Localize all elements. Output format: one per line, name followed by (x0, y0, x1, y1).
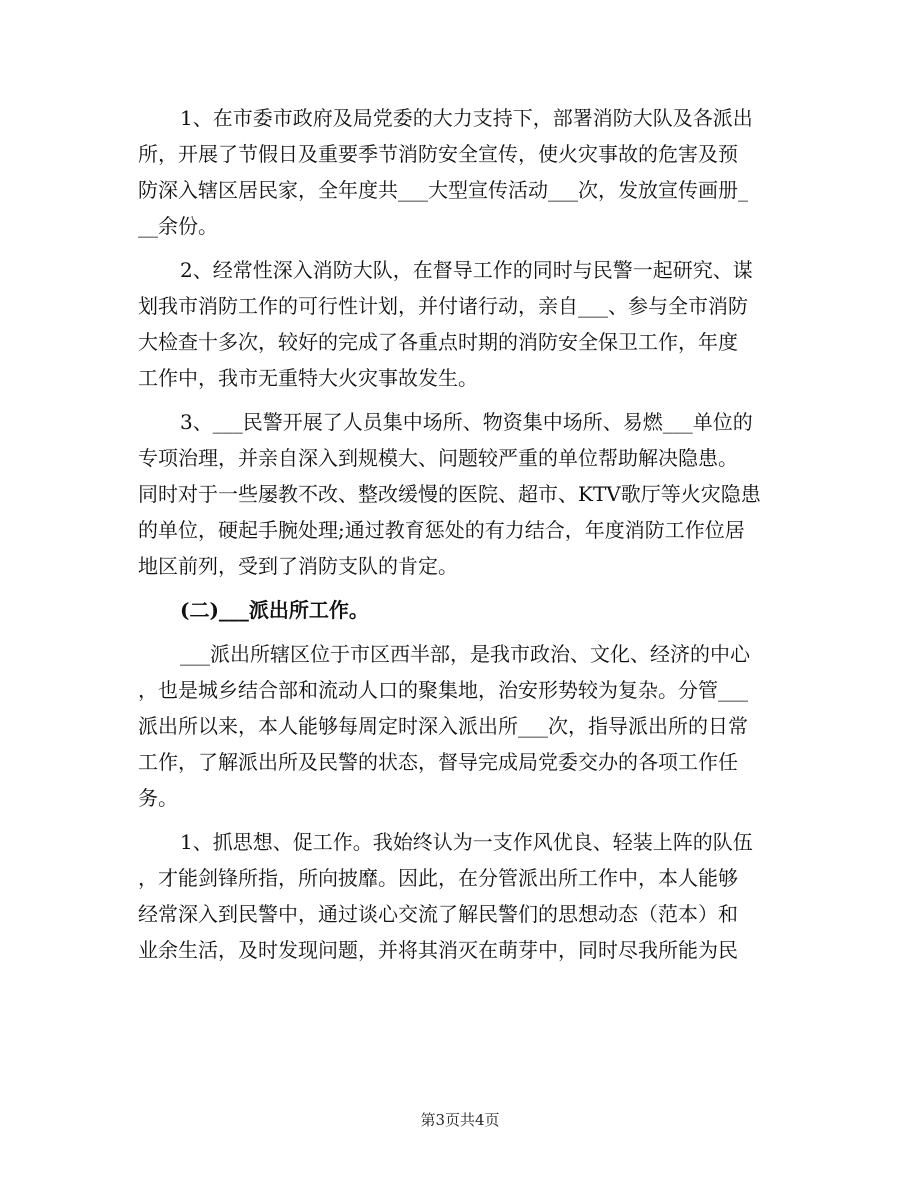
text-line: 工作中，我市无重特大火灾事故发生。 (138, 366, 478, 390)
text-line: ，也是城乡结合部和流动人口的聚集地，治安形势较为复杂。分管___ (138, 678, 748, 702)
paragraph-3 (138, 404, 778, 584)
text-line: 地区前列，受到了消防支队的肯定。 (138, 554, 458, 578)
text-line: 2、经常性深入消防大队，在督导工作的同时与民警一起研究、谋 (180, 258, 753, 282)
document-body (138, 100, 778, 968)
paragraph-5 (138, 824, 778, 968)
section-heading-text: (二)___派出所工作。 (180, 598, 369, 622)
text-line: 防深入辖区居民家，全年度共___大型宣传活动___次，发放宣传画册_ (138, 178, 748, 202)
text-line: ___派出所辖区位于市区西半部，是我市政治、文化、经济的中心 (180, 642, 750, 666)
text-line: 1、在市委市政府及局党委的大力支持下，部署消防大队及各派出 (180, 106, 753, 130)
text-line: __余份。 (138, 214, 218, 238)
text-line: 同时对于一些屡教不改、整改缓慢的医院、超市、KTV歌厅等火灾隐患 (138, 482, 761, 506)
text-line: 所，开展了节假日及重要季节消防安全宣传，使火灾事故的危害及预 (138, 142, 738, 166)
text-line: 3、___民警开展了人员集中场所、物资集中场所、易燃___单位的 (180, 410, 753, 434)
text-line: 经常深入到民警中，通过谈心交流了解民警们的思想动态（范本）和 (138, 902, 738, 926)
text-line: 派出所以来，本人能够每周定时深入派出所___次，指导派出所的日常 (138, 714, 748, 738)
text-line: 大检查十多次，较好的完成了各重点时期的消防安全保卫工作，年度 (138, 330, 738, 354)
paragraph-1 (138, 100, 778, 244)
text-line: 务。 (138, 786, 178, 810)
text-line: 专项治理，并亲自深入到规模大、问题较严重的单位帮助解决隐患。 (138, 446, 738, 470)
text-line: 划我市消防工作的可行性计划，并付诸行动，亲自___、参与全市消防 (138, 294, 748, 318)
text-line: 工作，了解派出所及民警的状态，督导完成局党委交办的各项工作任 (138, 750, 738, 774)
paragraph-4 (138, 636, 778, 816)
text-line: 业余生活，及时发现问题，并将其消灭在萌芽中，同时尽我所能为民 (138, 938, 738, 962)
section-heading (138, 592, 778, 628)
page-number: 第3页共4页 (420, 1111, 500, 1129)
text-line: 1、抓思想、促工作。我始终认为一支作风优良、轻装上阵的队伍 (180, 830, 753, 854)
text-line: 的单位，硬起手腕处理;通过教育惩处的有力结合，年度消防工作位居 (138, 518, 745, 542)
paragraph-2 (138, 252, 778, 396)
text-line: ，才能剑锋所指，所向披靡。因此，在分管派出所工作中，本人能够 (138, 866, 738, 890)
